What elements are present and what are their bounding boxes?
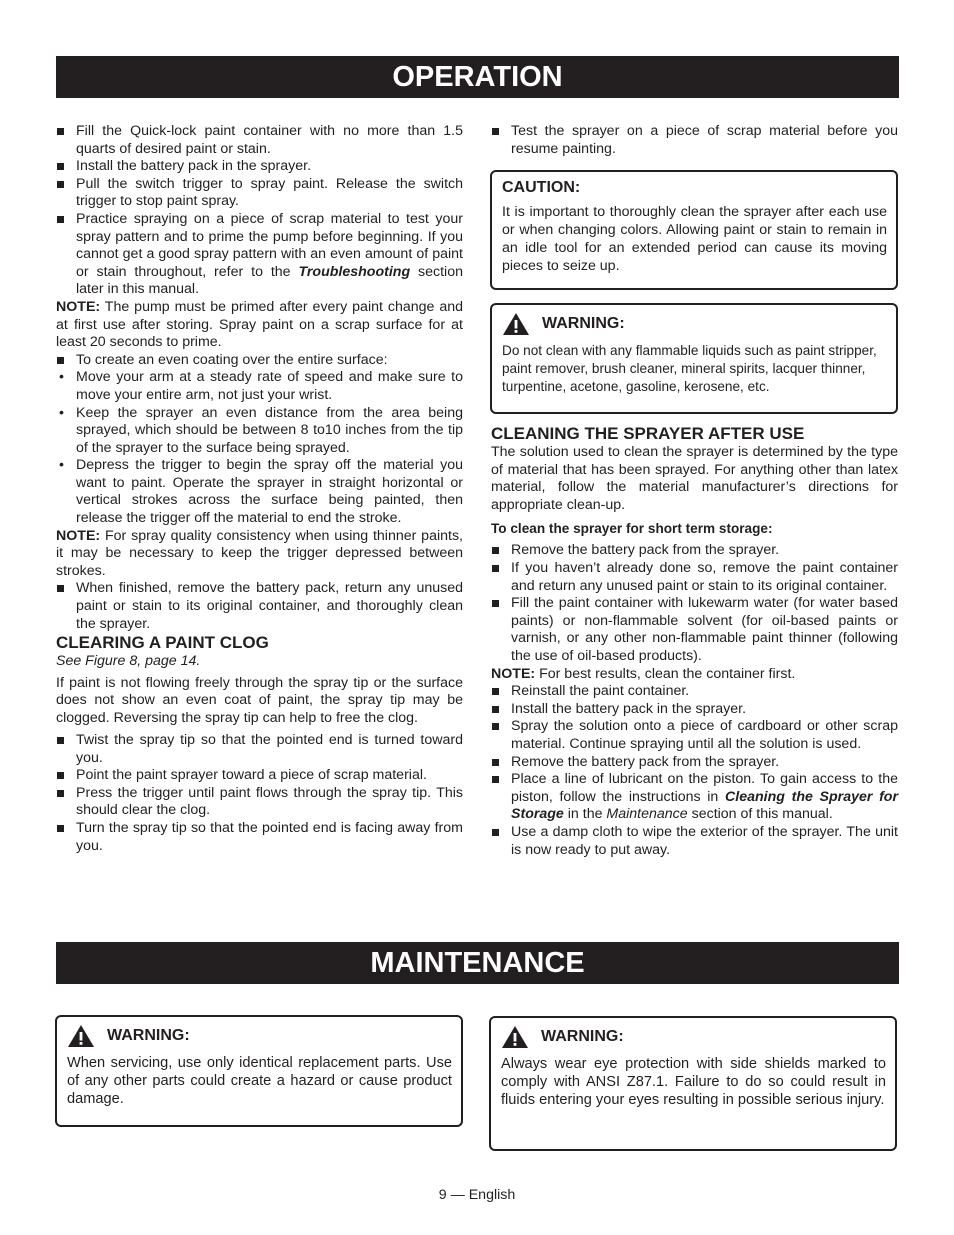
warning-box bbox=[490, 303, 898, 414]
section-heading: CLEARING A PAINT CLOG bbox=[56, 633, 269, 653]
list-item: Pull the switch trigger to spray paint. Release the switch trigger to stop paint spray. bbox=[56, 176, 463, 211]
list-item: When finished, remove the battery pack, return any unused paint or stain to its original container, and thoroughly clean the sprayer. bbox=[56, 580, 463, 633]
caution-box bbox=[490, 170, 898, 290]
list-item: Remove the battery pack from the sprayer. bbox=[491, 754, 898, 772]
subheading: To clean the sprayer for short term storage: bbox=[491, 521, 773, 537]
left-column bbox=[56, 123, 463, 855]
list-item: Use a damp cloth to wipe the exterior of the sprayer. The unit is now ready to put away. bbox=[491, 824, 898, 859]
cleaning-ref: Cleaning the Sprayer for Storage bbox=[511, 788, 898, 823]
list-item: Fill the paint container with lukewarm water (for water based paints) or non-flammable solvent (for oil-based paints or varnish, or any other non-flammable paint thinner (following the use of oil-based products). bbox=[491, 595, 898, 665]
note: NOTE: For spray quality consistency when using thinner paints, it may be necessary to keep the trigger depressed between strokes. bbox=[56, 527, 463, 579]
list-item: Point the paint sprayer toward a piece of scrap material. bbox=[56, 767, 463, 785]
caution-title: CAUTION: bbox=[502, 179, 581, 196]
right-column-bottom bbox=[491, 424, 898, 859]
figure-reference: See Figure 8, page 14. bbox=[56, 653, 201, 670]
maintenance-banner bbox=[56, 942, 899, 984]
list-item: Twist the spray tip so that the pointed end is turned toward you. bbox=[56, 732, 463, 767]
warning-title: WARNING: bbox=[107, 1027, 190, 1044]
list-item: Spray the solution onto a piece of cardboard or other scrap material. Continue spraying until all the solution is used. bbox=[491, 718, 898, 753]
troubleshooting-ref: Troubleshooting bbox=[298, 263, 411, 280]
warning-title: WARNING: bbox=[542, 315, 625, 332]
sub-list-item: • Move your arm at a steady rate of speed and make sure to move your entire arm, not just your wrist. bbox=[59, 369, 463, 403]
warning-text: Always wear eye protection with side shields marked to comply with ANSI Z87.1. Failure to do so could result in fluids entering your eyes resulting in possible serious injury. bbox=[501, 1056, 886, 1108]
section-heading: CLEANING THE SPRAYER AFTER USE bbox=[491, 424, 805, 443]
note: NOTE: The pump must be primed after every paint change and at first use after storing. Spray paint on a scrap surface for at least 20 seconds to prime. bbox=[56, 298, 463, 351]
list-item: To create an even coating over the entire surface: bbox=[56, 352, 463, 370]
list-item: Remove the battery pack from the sprayer. bbox=[491, 542, 898, 560]
right-column-top bbox=[491, 123, 898, 158]
warning-triangle-icon bbox=[502, 312, 530, 336]
list-item: Fill the Quick-lock paint container with no more than 1.5 quarts of desired paint or stain. bbox=[56, 123, 463, 158]
sub-list-item: • Depress the trigger to begin the spray off the material you want to paint. Operate the sprayer in straight horizontal or vertical strokes across the surface being painted, then release the trigger off the material to end the stroke. bbox=[59, 457, 463, 527]
warning-text: When servicing, use only identical replacement parts. Use of any other parts could create a hazard or cause product damage. bbox=[67, 1055, 452, 1107]
warning-box bbox=[55, 1015, 463, 1127]
warning-triangle-icon bbox=[67, 1024, 95, 1048]
warning-title: WARNING: bbox=[541, 1028, 624, 1045]
list-item: Install the battery pack in the sprayer. bbox=[491, 701, 898, 719]
page-footer: 9 — English bbox=[438, 1187, 516, 1203]
caution-text: It is important to thoroughly clean the sprayer after each use or when changing colors. Allowing paint or stain to remain in an idle tool for an extended period can cause its moving pieces to seize up. bbox=[502, 204, 887, 274]
sub-list-item: • Keep the sprayer an even distance from the area being sprayed, which should be between 8 to10 inches from the tip of the sprayer to the surface being sprayed. bbox=[59, 404, 463, 456]
paragraph: If paint is not flowing freely through the spray tip or the surface does not show an even coat of paint, the spray tip may be clogged. Reversing the spray tip can help to free the clog. bbox=[56, 674, 463, 726]
warning-box bbox=[489, 1016, 897, 1151]
list-item: Practice spraying on a piece of scrap material to test your spray pattern and to prime the pump before beginning. If you cannot get a good spray pattern with an even amount of paint or stain throughout, refer to the Troubleshooting section later in this manual. bbox=[56, 211, 463, 299]
list-item: Reinstall the paint container. bbox=[491, 683, 898, 701]
list-item: Press the trigger until paint flows through the spray tip. This should clear the clog. bbox=[56, 785, 463, 820]
note: NOTE: For best results, clean the container first. bbox=[491, 665, 796, 682]
warning-text: Do not clean with any flammable liquids such as paint stripper, paint remover, brush cleaner, mineral spirits, lacquer thinner, turpentine, acetone, gasoline, kerosene, etc. bbox=[502, 343, 877, 394]
maintenance-ref: Maintenance bbox=[606, 806, 688, 823]
list-item: If you haven’t already done so, remove the paint container and return any unused paint or stain to its original container. bbox=[491, 560, 898, 595]
operation-title: OPERATION bbox=[392, 61, 563, 93]
operation-banner bbox=[56, 56, 899, 98]
list-item: Test the sprayer on a piece of scrap material before you resume painting. bbox=[491, 123, 898, 158]
maintenance-title: MAINTENANCE bbox=[370, 947, 585, 979]
warning-triangle-icon bbox=[501, 1025, 529, 1049]
list-item: Place a line of lubricant on the piston. To gain access to the piston, follow the instructions in Cleaning the Sprayer for Storage in the Maintenance section of this manual. bbox=[491, 771, 898, 824]
list-item: Install the battery pack in the sprayer. bbox=[56, 158, 463, 176]
paragraph: The solution used to clean the sprayer is determined by the type of material that has been sprayed. For anything other than latex material, follow the material manufacturer’s directions for appropriate clean-up. bbox=[491, 444, 898, 513]
list-item: Turn the spray tip so that the pointed end is facing away from you. bbox=[56, 820, 463, 855]
